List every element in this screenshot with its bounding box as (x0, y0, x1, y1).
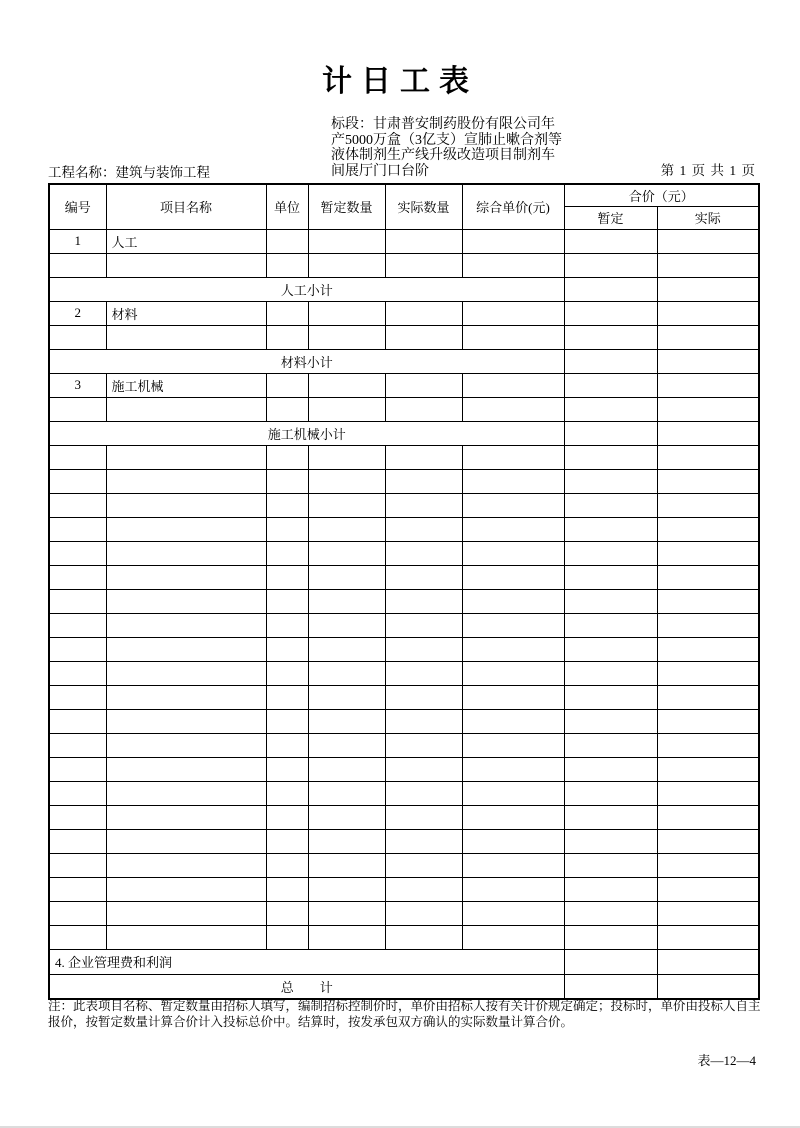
empty-row (49, 757, 759, 781)
cell-empty (106, 853, 266, 877)
cell-empty (462, 853, 564, 877)
cell-empty (106, 805, 266, 829)
cell-empty (564, 397, 657, 421)
empty-row (49, 733, 759, 757)
cell-empty (266, 709, 308, 733)
cell-empty (308, 445, 385, 469)
cell-empty (462, 637, 564, 661)
cell-empty (266, 397, 308, 421)
cell-empty (657, 445, 759, 469)
daywork-table-body (49, 229, 759, 999)
cell-empty (49, 853, 106, 877)
cell-empty (385, 733, 462, 757)
cell-empty (308, 637, 385, 661)
cell-empty (462, 493, 564, 517)
empty-row (49, 493, 759, 517)
daywork-table-header (49, 184, 759, 229)
empty-row (49, 637, 759, 661)
cell-empty (564, 949, 657, 974)
cell-empty (385, 925, 462, 949)
cell-empty (49, 805, 106, 829)
cell-empty (266, 517, 308, 541)
cell-empty (49, 469, 106, 493)
cell-empty (308, 541, 385, 565)
cell-empty (657, 925, 759, 949)
cell-empty (266, 589, 308, 613)
cell-empty (308, 469, 385, 493)
cell-empty (308, 397, 385, 421)
cell-empty (308, 925, 385, 949)
cell-empty (385, 301, 462, 325)
cell-empty (49, 877, 106, 901)
cell-subtotal-label: 材料小计 (49, 349, 564, 373)
cell-empty (106, 757, 266, 781)
cell-empty (49, 589, 106, 613)
cell-total-label: 总 计 (49, 974, 564, 999)
cell-empty (385, 877, 462, 901)
empty-row (49, 781, 759, 805)
cell-empty (657, 709, 759, 733)
cell-empty (266, 685, 308, 709)
cell-empty (564, 565, 657, 589)
cell-empty (266, 733, 308, 757)
cell-empty (266, 805, 308, 829)
cell-empty (462, 877, 564, 901)
cell-empty (266, 469, 308, 493)
cell-empty (564, 829, 657, 853)
cell-empty (266, 613, 308, 637)
cell-empty (564, 301, 657, 325)
cell-empty (564, 445, 657, 469)
cell-empty (385, 565, 462, 589)
cell-no: 1 (49, 229, 106, 253)
cell-empty (106, 589, 266, 613)
cell-empty (385, 853, 462, 877)
cell-empty (106, 613, 266, 637)
cell-empty (106, 469, 266, 493)
cell-empty (564, 974, 657, 999)
cell-empty (657, 565, 759, 589)
cell-empty (657, 397, 759, 421)
cell-empty (657, 493, 759, 517)
cell-empty (657, 613, 759, 637)
footnote-line: 报价，按暂定数量计算合价计入投标总价中。结算时，按发承包双方确认的实际数量计算合价。 (48, 1014, 574, 1029)
cell-empty (564, 613, 657, 637)
empty-row (49, 901, 759, 925)
cell-empty (49, 661, 106, 685)
cell-empty (106, 397, 266, 421)
cell-empty (462, 517, 564, 541)
cell-empty (462, 829, 564, 853)
item-row (49, 301, 759, 325)
item-row (49, 229, 759, 253)
cell-empty (106, 901, 266, 925)
cell-empty (657, 253, 759, 277)
cell-empty (385, 541, 462, 565)
cell-empty (385, 517, 462, 541)
cell-empty (308, 901, 385, 925)
cell-empty (657, 733, 759, 757)
subtotal-row (49, 349, 759, 373)
cell-empty (49, 325, 106, 349)
cell-empty (385, 901, 462, 925)
col-header-no: 编号 (49, 184, 106, 229)
form-code: 表—12—4 (697, 1053, 756, 1068)
cell-empty (106, 877, 266, 901)
cell-empty (564, 373, 657, 397)
cell-empty (385, 757, 462, 781)
col-header-unit-price: 综合单价(元) (462, 184, 564, 229)
cell-empty (462, 565, 564, 589)
cell-empty (657, 421, 759, 445)
cell-empty (462, 253, 564, 277)
cell-empty (657, 349, 759, 373)
empty-row (49, 613, 759, 637)
cell-empty (49, 757, 106, 781)
cell-empty (657, 301, 759, 325)
page-title: 计日工表 (322, 65, 478, 98)
cell-empty (564, 781, 657, 805)
cell-empty (462, 685, 564, 709)
cell-item-name: 材料 (106, 301, 266, 325)
cell-empty (564, 277, 657, 301)
cell-empty (266, 229, 308, 253)
cell-empty (657, 805, 759, 829)
cell-empty (308, 589, 385, 613)
empty-row (49, 397, 759, 421)
cell-empty (657, 661, 759, 685)
cell-empty (385, 253, 462, 277)
cell-empty (385, 805, 462, 829)
cell-empty (462, 901, 564, 925)
cell-empty (308, 877, 385, 901)
cell-empty (564, 325, 657, 349)
cell-empty (266, 565, 308, 589)
cell-empty (657, 589, 759, 613)
empty-row (49, 445, 759, 469)
cell-empty (385, 493, 462, 517)
cell-empty (564, 253, 657, 277)
empty-row (49, 925, 759, 949)
cell-empty (308, 565, 385, 589)
cell-empty (385, 325, 462, 349)
cell-empty (266, 325, 308, 349)
subtotal-row (49, 277, 759, 301)
empty-row (49, 565, 759, 589)
cell-empty (462, 301, 564, 325)
empty-row (49, 661, 759, 685)
cell-empty (385, 661, 462, 685)
cell-empty (106, 253, 266, 277)
cell-empty (106, 445, 266, 469)
cell-empty (462, 589, 564, 613)
cell-empty (308, 805, 385, 829)
cell-empty (106, 493, 266, 517)
header-row-1 (49, 184, 759, 206)
cell-empty (462, 805, 564, 829)
cell-empty (657, 373, 759, 397)
cell-empty (308, 229, 385, 253)
cell-empty (657, 974, 759, 999)
cell-empty (657, 757, 759, 781)
cell-empty (657, 229, 759, 253)
cell-empty (106, 517, 266, 541)
empty-row (49, 853, 759, 877)
cell-empty (49, 901, 106, 925)
cell-empty (385, 229, 462, 253)
cell-empty (266, 661, 308, 685)
cell-empty (657, 949, 759, 974)
footnote-line: 注：此表项目名称、暂定数量由招标人填写，编制招标控制价时，单价由招标人按有关计价规定确定；投标时，单价由投标人自主 (48, 999, 761, 1013)
cell-empty (657, 685, 759, 709)
cell-subtotal-label: 施工机械小计 (49, 421, 564, 445)
cell-empty (49, 637, 106, 661)
cell-empty (385, 685, 462, 709)
cell-empty (308, 709, 385, 733)
section-info (331, 117, 591, 179)
cell-empty (106, 685, 266, 709)
section-info-line: 标段：甘肃普安制药股份有限公司年 (331, 117, 555, 132)
cell-empty (308, 253, 385, 277)
cell-empty (385, 469, 462, 493)
cell-management-label: 4. 企业管理费和利润 (49, 949, 564, 974)
cell-empty (106, 829, 266, 853)
cell-empty (49, 565, 106, 589)
cell-empty (49, 541, 106, 565)
cell-item-name: 人工 (106, 229, 266, 253)
cell-empty (564, 757, 657, 781)
empty-row (49, 517, 759, 541)
item-row (49, 373, 759, 397)
cell-empty (106, 661, 266, 685)
cell-empty (308, 757, 385, 781)
col-header-tentative-qty: 暂定数量 (308, 184, 385, 229)
cell-empty (308, 325, 385, 349)
cell-empty (385, 589, 462, 613)
section-info-line: 产5000万盒（3亿支）宣肺止嗽合剂等 (331, 132, 562, 148)
cell-empty (49, 445, 106, 469)
cell-empty (564, 925, 657, 949)
col-header-actual: 实际 (657, 206, 759, 229)
footnote (48, 999, 762, 1030)
cell-empty (308, 493, 385, 517)
cell-empty (385, 709, 462, 733)
daywork-table (48, 183, 760, 1000)
cell-no: 3 (49, 373, 106, 397)
empty-row (49, 541, 759, 565)
cell-empty (462, 709, 564, 733)
cell-empty (564, 661, 657, 685)
cell-empty (106, 781, 266, 805)
cell-empty (657, 469, 759, 493)
cell-empty (564, 469, 657, 493)
cell-empty (49, 517, 106, 541)
cell-empty (266, 757, 308, 781)
cell-empty (49, 733, 106, 757)
cell-empty (266, 901, 308, 925)
cell-no: 2 (49, 301, 106, 325)
col-header-unit: 单位 (266, 184, 308, 229)
cell-empty (266, 445, 308, 469)
cell-empty (657, 637, 759, 661)
cell-empty (308, 301, 385, 325)
cell-empty (385, 397, 462, 421)
section-info-line: 液体制剂生产线升级改造项目制剂车 (331, 148, 555, 163)
cell-empty (462, 733, 564, 757)
cell-empty (657, 325, 759, 349)
cell-empty (266, 781, 308, 805)
empty-row (49, 805, 759, 829)
empty-row (49, 685, 759, 709)
col-header-tentative: 暂定 (564, 206, 657, 229)
cell-empty (564, 637, 657, 661)
cell-empty (657, 277, 759, 301)
cell-empty (266, 853, 308, 877)
cell-empty (564, 685, 657, 709)
empty-row (49, 469, 759, 493)
cell-empty (657, 781, 759, 805)
management-row (49, 949, 759, 974)
cell-empty (564, 805, 657, 829)
cell-empty (49, 253, 106, 277)
cell-empty (462, 757, 564, 781)
cell-empty (564, 349, 657, 373)
cell-empty (385, 781, 462, 805)
cell-empty (462, 373, 564, 397)
cell-empty (657, 541, 759, 565)
cell-empty (49, 781, 106, 805)
cell-empty (657, 877, 759, 901)
cell-empty (106, 541, 266, 565)
cell-empty (462, 445, 564, 469)
cell-empty (564, 517, 657, 541)
cell-empty (657, 901, 759, 925)
cell-empty (106, 733, 266, 757)
cell-empty (564, 589, 657, 613)
cell-empty (49, 397, 106, 421)
cell-empty (308, 733, 385, 757)
col-header-actual-qty: 实际数量 (385, 184, 462, 229)
cell-empty (564, 493, 657, 517)
section-info-line: 间展厅门口台阶 (331, 163, 429, 179)
cell-empty (657, 829, 759, 853)
cell-empty (266, 925, 308, 949)
cell-empty (308, 373, 385, 397)
cell-empty (266, 373, 308, 397)
cell-empty (308, 661, 385, 685)
col-header-total-price: 合价（元） (564, 184, 759, 206)
cell-empty (308, 685, 385, 709)
cell-empty (308, 517, 385, 541)
cell-empty (49, 613, 106, 637)
total-row (49, 974, 759, 999)
page-indicator: 第 1 页 共 1 页 (660, 163, 756, 178)
cell-empty (462, 613, 564, 637)
cell-empty (564, 901, 657, 925)
empty-row (49, 829, 759, 853)
cell-empty (106, 637, 266, 661)
empty-row (49, 877, 759, 901)
subtotal-row (49, 421, 759, 445)
cell-empty (308, 853, 385, 877)
cell-item-name: 施工机械 (106, 373, 266, 397)
cell-empty (266, 829, 308, 853)
cell-empty (462, 661, 564, 685)
cell-empty (462, 229, 564, 253)
cell-empty (462, 541, 564, 565)
cell-empty (385, 445, 462, 469)
cell-empty (266, 877, 308, 901)
col-header-item-name: 项目名称 (106, 184, 266, 229)
empty-row (49, 253, 759, 277)
cell-empty (564, 541, 657, 565)
empty-row (49, 589, 759, 613)
cell-empty (49, 925, 106, 949)
cell-empty (106, 709, 266, 733)
cell-empty (462, 397, 564, 421)
cell-empty (564, 733, 657, 757)
project-name: 工程名称：建筑与装饰工程 (48, 165, 210, 180)
cell-empty (657, 853, 759, 877)
cell-empty (462, 781, 564, 805)
empty-row (49, 325, 759, 349)
cell-empty (308, 829, 385, 853)
cell-empty (106, 325, 266, 349)
cell-empty (266, 541, 308, 565)
cell-empty (385, 829, 462, 853)
cell-empty (49, 709, 106, 733)
cell-empty (49, 829, 106, 853)
cell-empty (462, 925, 564, 949)
cell-empty (308, 781, 385, 805)
cell-empty (564, 709, 657, 733)
cell-empty (564, 877, 657, 901)
cell-empty (385, 637, 462, 661)
cell-empty (564, 229, 657, 253)
cell-empty (266, 493, 308, 517)
cell-empty (266, 301, 308, 325)
cell-empty (564, 853, 657, 877)
cell-empty (106, 925, 266, 949)
cell-empty (462, 325, 564, 349)
cell-empty (49, 685, 106, 709)
cell-empty (266, 637, 308, 661)
cell-empty (564, 421, 657, 445)
cell-empty (657, 517, 759, 541)
cell-empty (266, 253, 308, 277)
cell-empty (106, 565, 266, 589)
cell-empty (385, 373, 462, 397)
cell-empty (49, 493, 106, 517)
cell-empty (308, 613, 385, 637)
cell-subtotal-label: 人工小计 (49, 277, 564, 301)
cell-empty (462, 469, 564, 493)
empty-row (49, 709, 759, 733)
cell-empty (385, 613, 462, 637)
